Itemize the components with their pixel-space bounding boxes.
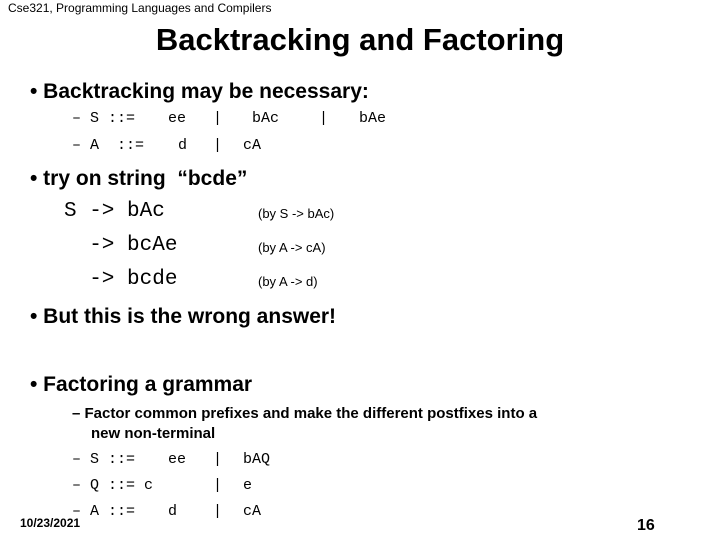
bullet-try-string: • try on string “bcde” — [30, 167, 248, 190]
derivation-note: (by A -> d) — [258, 274, 318, 289]
grammar-a-alt1: d — [178, 137, 188, 154]
grammar-s-alt2: bAc — [252, 110, 280, 127]
grammar-a-sep1: | — [213, 137, 223, 154]
derivation-note: (by S -> bAc) — [258, 206, 335, 221]
course-header: Cse321, Programming Languages and Compilers — [8, 1, 272, 15]
grammar-a-rule-lhs: – A ::= — [72, 137, 145, 154]
factored-a-alt1: d — [168, 503, 178, 520]
bullet-factoring: • Factoring a grammar — [30, 373, 253, 396]
factored-s-alt1: ee — [168, 451, 187, 468]
derivation-note: (by A -> cA) — [258, 240, 326, 255]
factored-s-sep: | — [213, 451, 223, 468]
bullet-backtracking: • Backtracking may be necessary: — [30, 80, 369, 103]
factored-q-lhs: – Q ::= c — [72, 477, 154, 494]
factored-s-lhs: – S ::= — [72, 451, 136, 468]
factored-a-sep: | — [213, 503, 223, 520]
slide-date: 10/23/2021 — [20, 516, 81, 530]
grammar-s-alt1: ee — [168, 110, 187, 127]
bullet-wrong-answer: • But this is the wrong answer! — [30, 305, 337, 328]
grammar-s-sep1: | — [213, 110, 223, 127]
grammar-s-alt3: bAe — [359, 110, 387, 127]
grammar-s-sep2: | — [319, 110, 329, 127]
grammar-a-alt2: cA — [243, 137, 262, 154]
factoring-description-cont: new non-terminal — [91, 425, 216, 442]
derivation-step: -> bcde — [64, 268, 178, 291]
factoring-description: – Factor common prefixes and make the different postfixes into a — [72, 405, 538, 422]
factored-s-alt2: bAQ — [243, 451, 271, 468]
factored-a-alt2: cA — [243, 503, 262, 520]
derivation-step: -> bcAe — [64, 234, 178, 257]
grammar-s-rule-lhs: – S ::= — [72, 110, 136, 127]
factored-q-alt2: e — [243, 477, 253, 494]
slide-title: Backtracking and Factoring — [155, 22, 565, 57]
factored-q-sep: | — [213, 477, 223, 494]
factored-a-lhs: – A ::= — [72, 503, 136, 520]
page-number: 16 — [637, 517, 655, 534]
derivation-step: S -> bAc — [64, 200, 165, 223]
